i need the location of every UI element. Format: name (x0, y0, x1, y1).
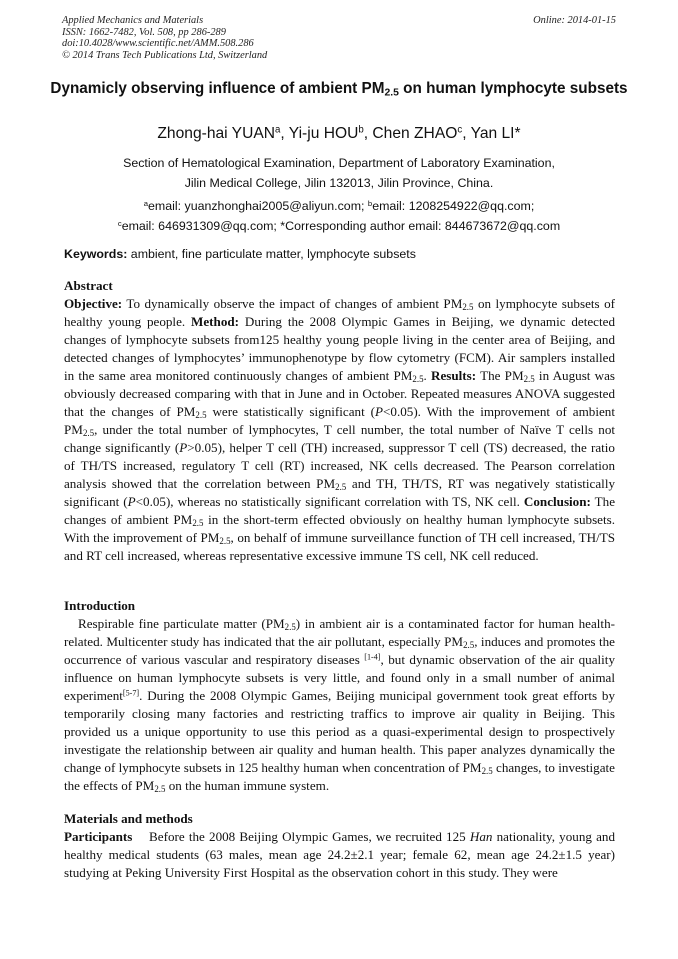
issn-line: ISSN: 1662-7482, Vol. 508, pp 286-289 (62, 26, 226, 38)
journal-name: Applied Mechanics and Materials (62, 15, 204, 26)
author-name: Chen ZHAO (372, 125, 458, 142)
copyright-line: © 2014 Trans Tech Publications Ltd, Switzerland (62, 49, 268, 61)
author-name: Zhong-hai YUAN (157, 125, 275, 142)
journal-header (62, 15, 616, 61)
online-date: Online: 2014-01-15 (533, 15, 616, 26)
keywords: Keywords: ambient, fine particulate matter, lymphocyte subsets (64, 247, 416, 261)
doi-line: doi:10.4028/www.scientific.net/AMM.508.286 (62, 38, 254, 50)
introduction-body: Respirable fine particulate matter $(PM_{2.5})$ in ambient air is a contaminated factor for human health-related. Multicenter study has indicated that the air pollutant, especially $PM_{2.5}$, induces and promotes the occurrence of various vascular and respiratory diseases [1-4], but dynamic observation of the air quality influence on human lymphocyte subsets is very little, and found only in a small number of animal experiment[5-7]. During the 2008 Olympic Games, Beijing municipal government took great efforts by temporarily closing many factories and restricting traffics to improve air quality in Beijing. This provided us a unique opportunity to use this period as a quasi-experimental design to prospectively investigate the relationship between air quality and human health. This paper analyzes dynamically the change of lymphocyte subsets in 125 healthy human when concentration of $PM_{2.5}$ changes, to investigate the effects of $PM_{2.5}$ on the human immune system. (64, 616, 615, 795)
introduction-heading: Introduction (64, 598, 136, 613)
paper-title: Dynamicly observing influence of ambient $PM_{2.5}$ on human lymphocyte subsets (50, 80, 628, 99)
abstract-body: Objective: To dynamically observe the impact of changes of ambient $PM_{2.5}$ on lymphocyte subsets of healthy young people. Method: During the 2008 Olympic Games in Beijing, we dynamic detected changes of lymphocyte subsets from125 healthy young people living in the center area of Beijing, and detected changes of lymphocytes’ immunophenotype by flow cytometry (FCM). Air samplers installed in the same area monitored continuously changes of ambient $PM_{2.5}$. Results: The $PM_{2.5}$ in August was obviously decreased comparing with that in June and in October. Repeated measures ANOVA suggested that the changes of $PM_{2.5}$ were statistically significant (P<0.05). With the improvement of ambient $PM_{2.5}$, under the total number of lymphocytes, T cell number, the total number of Naïve T cells not change significantly (P>0.05), helper T cell (TH) increased, suppressor T cell (TS) decreased, the ratio of TH/TS increased, regulatory T cell (RT) increased, NK cells decreased. The Pearson correlation analysis showed that the correlation between $PM_{2.5}$ and TH, TH/TS, RT was negatively statistically significant (P<0.05), whereas no statistically significant correlation with TS, NK cell. Conclusion: The changes of ambient $PM_{2.5}$ in the short-term effected obviously on healthy human lymphocyte subsets. With the improvement of $PM_{2.5}$, on behalf of immune surveillance function of TH cell increased, TH/TS and RT cell increased, whereas representative excessive immune TS cell, NK cell reduced. (64, 296, 616, 563)
abstract-heading: Abstract (64, 278, 113, 293)
author-list: Zhong-hai YUAN$^a$, Yi-ju HOU$^b$, Chen ZHAO$^c$, Yan LI* (157, 124, 521, 142)
affiliation: Section of Hematological Examination, Department of Laboratory Examination, Jilin Medical College, Jilin 132013, Jilin Province, China. (123, 156, 555, 190)
author-name: Yi-ju HOU (288, 125, 359, 142)
author-emails: $^a$email: yuanzhonghai2005@aliyun.com; $^b$email: 1208254922@qq.com; $^c$email: 646931309@qq.com; *Corresponding author email: 844673672@qq.com (117, 198, 561, 233)
methods-body: Participants Before the 2008 Beijing Olympic Games, we recruited 125 Han nationality, young and healthy medical students (63 males, mean age 24.2±2.1 year; female 62, mean age 24.2±1.5 year) studying at Peking University First Hospital as the observation cohort in this study. They were (64, 829, 615, 880)
methods-heading: Materials and methods (64, 811, 193, 826)
author-name: Yan LI* (470, 125, 521, 142)
